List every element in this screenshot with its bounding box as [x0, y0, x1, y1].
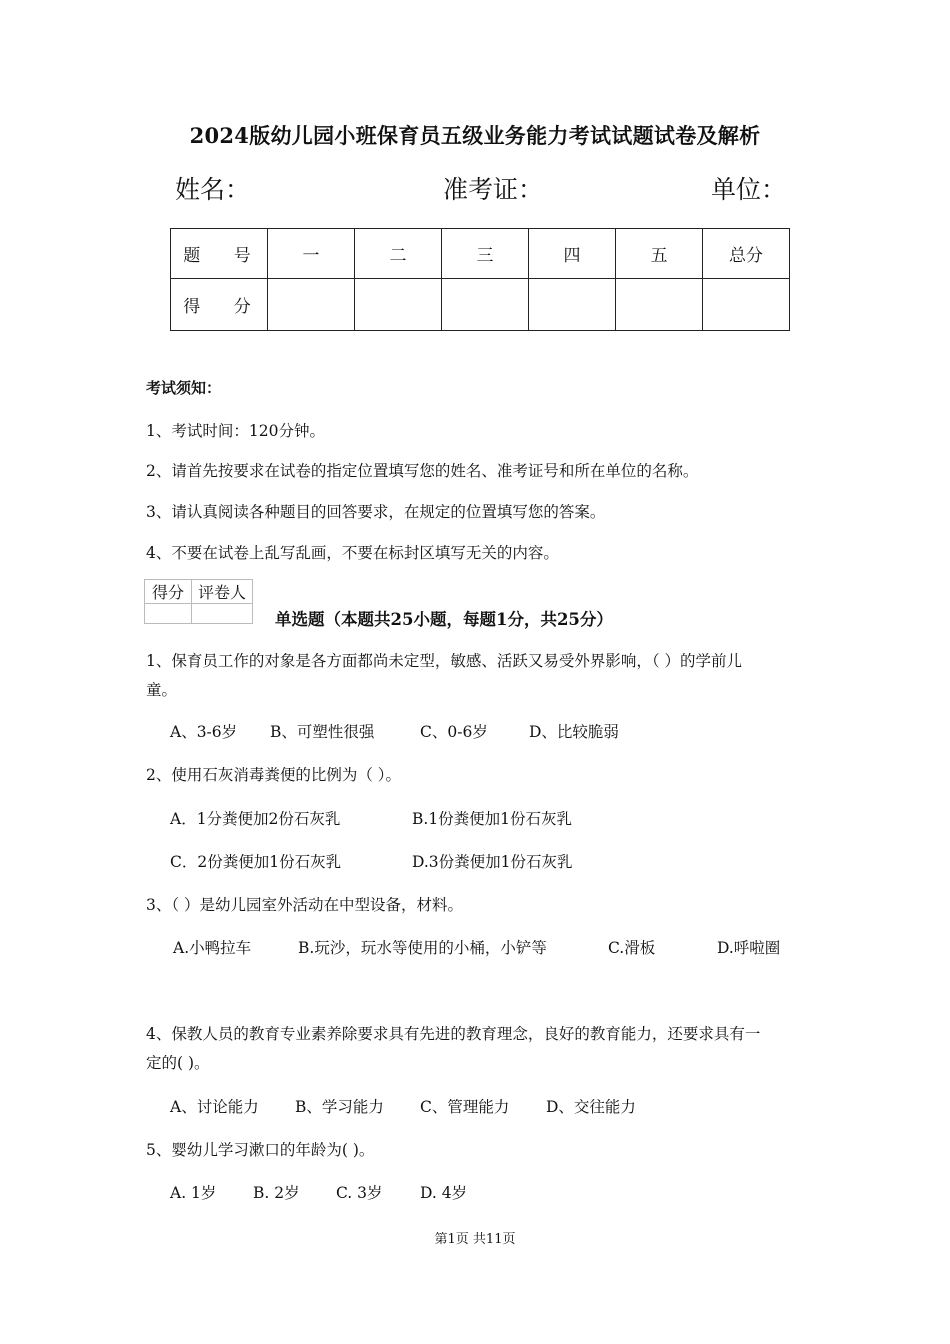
answer-option[interactable]: A．1分粪便加2份石灰乳 — [170, 810, 341, 828]
score-input-cell[interactable] — [529, 279, 616, 331]
grader-box — [144, 579, 253, 624]
score-table-cell: 三 — [442, 229, 529, 279]
answer-option[interactable]: C、管理能力 — [420, 1098, 510, 1116]
notice-item: 1、考试时间：120分钟。 — [146, 422, 325, 440]
grader-box-grader-cell[interactable] — [192, 604, 253, 624]
question-stem: 5、婴幼儿学习漱口的年龄为( )。 — [146, 1141, 375, 1159]
grader-box-score-cell[interactable] — [145, 604, 192, 624]
answer-option[interactable]: D.3份粪便加1份石灰乳 — [412, 853, 573, 871]
answer-option[interactable]: A. 1岁 — [170, 1184, 217, 1202]
score-input-cell[interactable] — [703, 279, 790, 331]
score-input-cell[interactable] — [268, 279, 355, 331]
score-table-cell: 四 — [529, 229, 616, 279]
score-table-header-row — [171, 229, 790, 279]
notice-heading: 考试须知： — [146, 379, 222, 397]
notice-item: 4、不要在试卷上乱写乱画，不要在标封区填写无关的内容。 — [146, 544, 559, 562]
question-stem: 童。 — [146, 681, 178, 699]
question-stem: 3、（ ）是幼儿园室外活动在中型设备，材料。 — [146, 896, 464, 914]
score-table-score-row — [171, 279, 790, 331]
answer-option[interactable]: C．2份粪便加1份石灰乳 — [170, 853, 342, 871]
score-input-cell[interactable] — [616, 279, 703, 331]
answer-option[interactable]: B.1份粪便加1份石灰乳 — [412, 810, 573, 828]
question-stem: 2、使用石灰消毒粪便的比例为（ ）。 — [146, 766, 402, 784]
question-stem: 4、保教人员的教育专业素养除要求具有先进的教育理念，良好的教育能力，还要求具有一 — [146, 1025, 761, 1043]
notice-item: 3、请认真阅读各种题目的回答要求，在规定的位置填写您的答案。 — [146, 503, 606, 521]
section-title: 单选题（本题共25小题，每题1分，共25分） — [275, 610, 613, 629]
score-table-cell: 一 — [268, 229, 355, 279]
answer-option[interactable]: A.小鸭拉车 — [173, 939, 252, 957]
answer-option[interactable]: B、可塑性很强 — [270, 723, 375, 741]
score-table-cell: 五 — [616, 229, 703, 279]
score-table-cell: 总分 — [703, 229, 790, 279]
answer-option[interactable]: C、0-6岁 — [420, 723, 488, 741]
answer-option[interactable]: B、学习能力 — [295, 1098, 384, 1116]
page-title: 2024版幼儿园小班保育员五级业务能力考试试题试卷及解析 — [189, 123, 761, 148]
unit-field-label: 单位： — [711, 175, 787, 204]
exam-id-field-label: 准考证： — [443, 175, 544, 204]
answer-option[interactable]: A、讨论能力 — [170, 1098, 259, 1116]
score-table — [170, 228, 790, 331]
answer-option[interactable]: B.玩沙，玩水等使用的小桶，小铲等 — [298, 939, 547, 957]
notice-item: 2、请首先按要求在试卷的指定位置填写您的姓名、准考证号和所在单位的名称。 — [146, 462, 699, 480]
answer-option[interactable]: D.呼啦圈 — [717, 939, 781, 957]
score-table-cell: 得 分 — [171, 279, 268, 331]
answer-option[interactable]: B. 2岁 — [253, 1184, 300, 1202]
grader-box-grader-label: 评卷人 — [192, 580, 253, 604]
score-input-cell[interactable] — [355, 279, 442, 331]
answer-option[interactable]: D、比较脆弱 — [529, 723, 619, 741]
answer-option[interactable]: A、3-6岁 — [170, 723, 238, 741]
page-footer: 第1页 共11页 — [434, 1232, 516, 1247]
answer-option[interactable]: D. 4岁 — [420, 1184, 468, 1202]
score-table-cell: 题 号 — [171, 229, 268, 279]
answer-option[interactable]: C.滑板 — [608, 939, 656, 957]
score-input-cell[interactable] — [442, 279, 529, 331]
grader-box-score-label: 得分 — [145, 580, 192, 604]
name-field-label: 姓名： — [175, 175, 251, 204]
answer-option[interactable]: D、交往能力 — [546, 1098, 636, 1116]
score-table-cell: 二 — [355, 229, 442, 279]
question-stem: 定的( )。 — [146, 1054, 210, 1072]
answer-option[interactable]: C. 3岁 — [336, 1184, 383, 1202]
question-stem: 1、保育员工作的对象是各方面都尚未定型，敏感、活跃又易受外界影响，（ ）的学前儿 — [146, 652, 743, 670]
